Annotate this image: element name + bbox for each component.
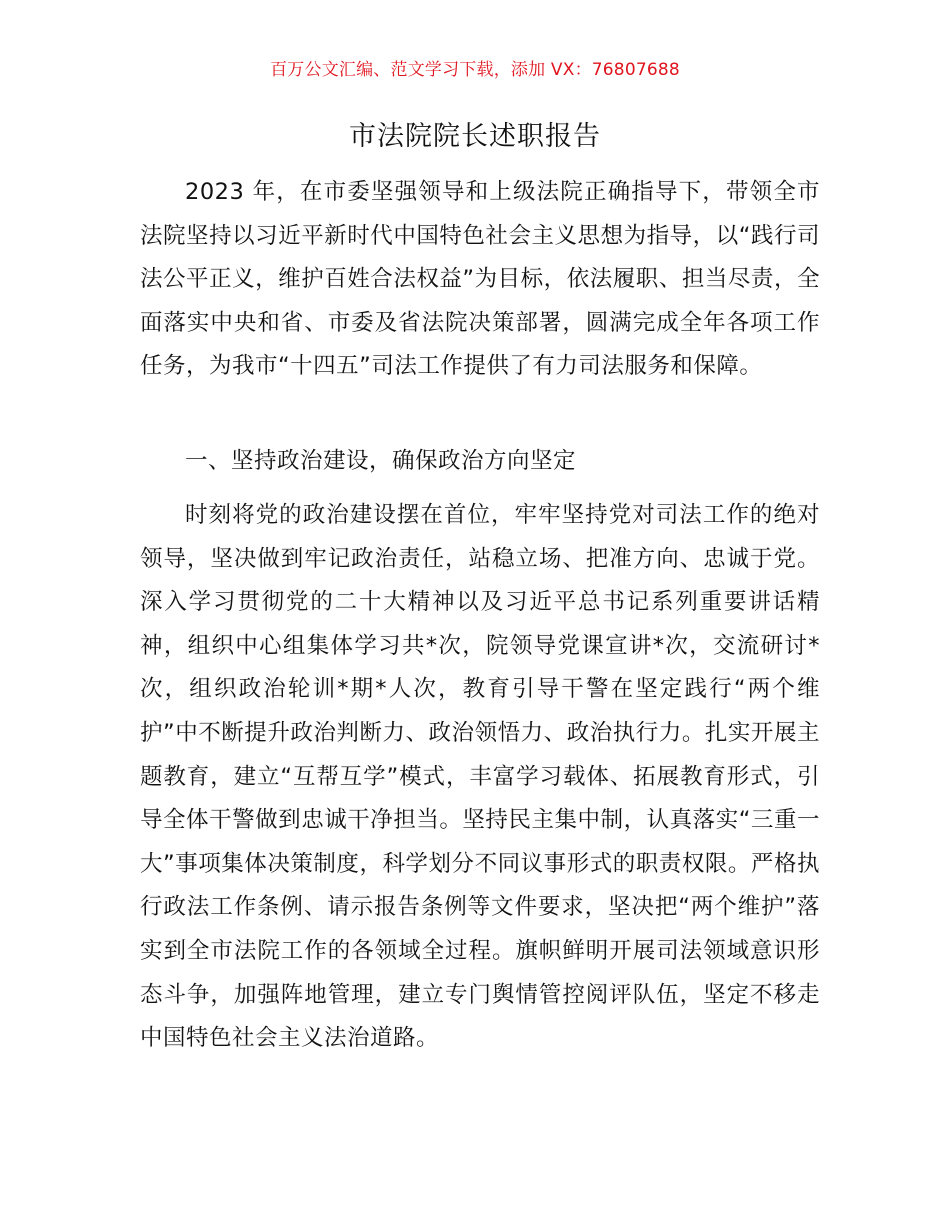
paragraph-intro <box>140 171 820 389</box>
paragraph-text: 时刻将党的政治建设摆在首位，牢牢坚持党对司法工作的绝对领导，坚决做到牢记政治责任，站稳立场、把准方向、忠诚于党。深入学习贯彻党的二十大精神以及习近平总书记系列重要讲话精神，组织中心组集体学习共*次，院领导党课宣讲*次，交流研讨*次，组织政治轮训*期*人次，教育引导干警在坚定践行“两个维护”中不断提升政治判断力、政治领悟力、政治执行力。扎实开展主题教育，建立“互帮互学”模式，丰富学习载体、拓展教育形式，引导全体干警做到忠诚干净担当。坚持民主集中制，认真落实“三重一大”事项集体决策制度，科学划分不同议事形式的职责权限。严格执行政法工作条例、请示报告条例等文件要求，坚决把“两个维护”落实到全市法院工作的各领域全过程。旗帜鲜明开展司法领域意识形态斗争，加强阵地管理，建立专门舆情管控阅评队伍，坚定不移走中国特色社会主义法治道路。 <box>140 502 820 1052</box>
paragraph-text: 2023 年，在市委坚强领导和上级法院正确指导下，带领全市法院坚持以习近平新时代中国特色社会主义思想为指导，以“践行司法公平正义，维护百姓合法权益”为目标，依法履职、担当尽责，全面落实中央和省、市委及省法院决策部署，圆满完成全年各项工作任务，为我市“十四五”司法工作提供了有力司法服务和保障。 <box>140 179 820 380</box>
document-title: 市法院院长述职报告 <box>349 121 601 152</box>
section-heading-text: 一、坚持政治建设，确保政治方向坚定 <box>185 448 577 474</box>
paragraph-political <box>140 494 820 1061</box>
section-heading <box>140 440 820 484</box>
header-note: 百万公文汇编、范文学习下载，添加 VX：76807688 <box>270 60 680 80</box>
